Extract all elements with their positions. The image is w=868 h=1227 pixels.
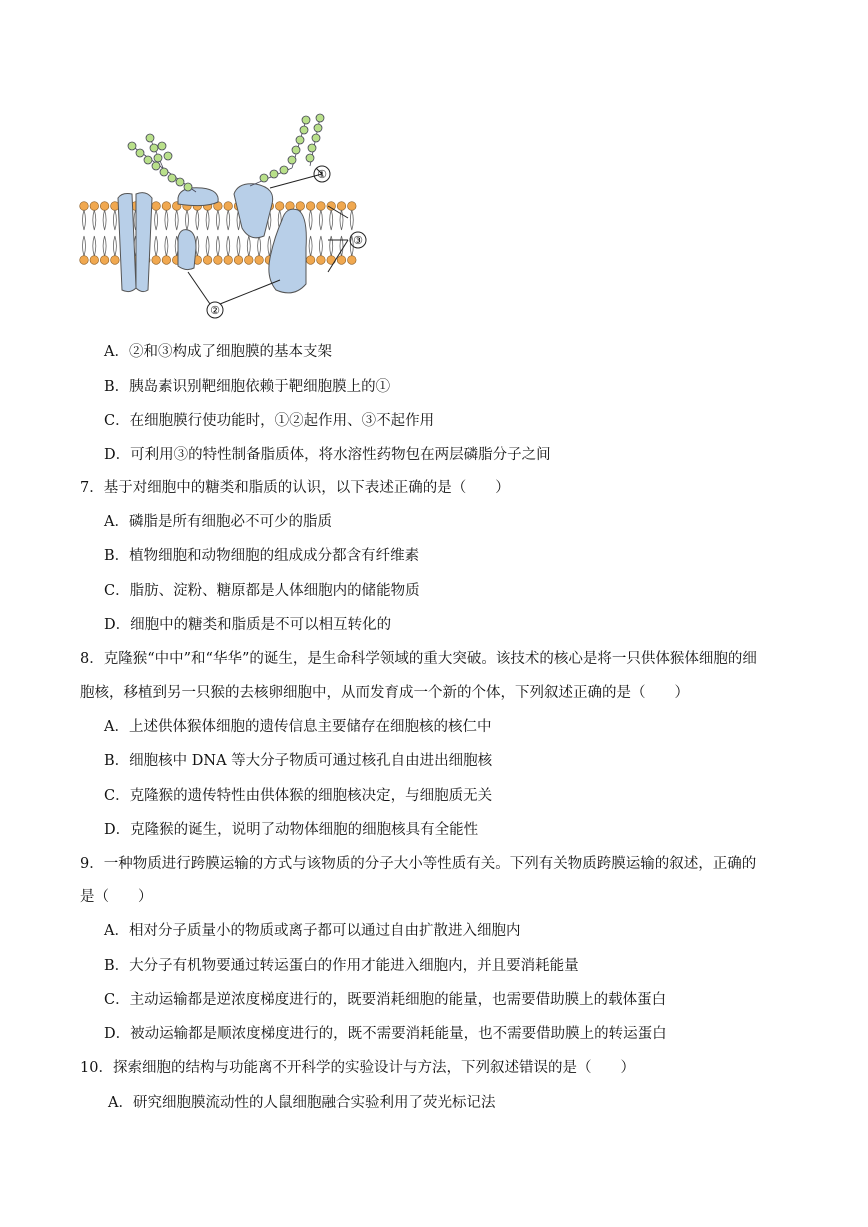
lipid-tail-upper bbox=[319, 210, 322, 230]
lipid-head bbox=[162, 202, 171, 211]
q8-stem-line1: 8．克隆猴“中中”和“华华”的诞生，是生命科学领域的重大突破。该技术的核心是将一只供体猴体细胞的细 bbox=[80, 651, 757, 667]
q7-option-b: B．植物细胞和动物细胞的组成成分都含有纤维素 bbox=[104, 548, 420, 564]
q6-option-d: D．可利用③的特性制备脂质体，将水溶性药物包在两层磷脂分子之间 bbox=[104, 447, 551, 463]
q8-stem-line2: 胞核，移植到另一只猴的去核卵细胞中，从而发育成一个新的个体，下列叙述正确的是（ ） bbox=[80, 685, 689, 701]
lipid-tail-lower bbox=[330, 236, 333, 256]
inner-protein-small bbox=[178, 230, 196, 270]
q8-option-d: D．克隆猴的诞生，说明了动物体细胞的细胞核具有全能性 bbox=[104, 822, 479, 838]
transmembrane-protein-large bbox=[269, 209, 306, 293]
lipid-tail-lower bbox=[155, 236, 158, 256]
channel-protein-right bbox=[136, 193, 152, 292]
lipid-tail-upper bbox=[83, 210, 86, 230]
lipid-head bbox=[275, 202, 284, 211]
q6-option-b: B．胰岛素识别靶细胞依赖于靶细胞膜上的① bbox=[104, 379, 391, 395]
lipid-head bbox=[245, 256, 254, 265]
q6-option-a: A．②和③构成了细胞膜的基本支架 bbox=[104, 344, 332, 360]
lipid-tail-lower bbox=[227, 236, 230, 256]
lipid-tail-upper bbox=[350, 210, 353, 230]
lipid-tail-upper bbox=[155, 210, 158, 230]
lipid-tail-lower bbox=[309, 236, 312, 256]
q7-option-a: A．磷脂是所有细胞必不可少的脂质 bbox=[104, 514, 332, 530]
q9-option-b: B．大分子有机物要通过转运蛋白的作用才能进入细胞内，并且要消耗能量 bbox=[104, 958, 579, 974]
lipid-head bbox=[90, 202, 99, 211]
q8-option-b: B．细胞核中 DNA 等大分子物质可通过核孔自由进出细胞核 bbox=[104, 753, 493, 769]
cell-membrane-diagram bbox=[70, 108, 400, 330]
lipid-head bbox=[296, 202, 305, 211]
lipid-head bbox=[80, 256, 89, 265]
lipid-tail-lower bbox=[206, 236, 209, 256]
lipid-head bbox=[306, 256, 315, 265]
q9-option-c: C．主动运输都是逆浓度梯度进行的，既要消耗细胞的能量，也需要借助膜上的载体蛋白 bbox=[104, 992, 667, 1008]
lipid-tail-lower bbox=[216, 236, 219, 256]
lipid-tail-upper bbox=[216, 210, 219, 230]
lipid-tail-upper bbox=[186, 210, 189, 230]
surface-protein-large bbox=[234, 184, 273, 238]
lipid-tail-lower bbox=[83, 236, 86, 256]
lipid-tail-upper bbox=[175, 210, 178, 230]
lipid-tail-upper bbox=[206, 210, 209, 230]
q8-option-c: C．克隆猴的遗传特性由供体猴的细胞核决定，与细胞质无关 bbox=[104, 788, 493, 804]
lipid-head bbox=[80, 202, 89, 211]
lipid-head bbox=[100, 256, 109, 265]
lipid-tail-upper bbox=[103, 210, 106, 230]
label-2: ② bbox=[210, 304, 220, 317]
q10-option-a: A．研究细胞膜流动性的人鼠细胞融合实验利用了荧光标记法 bbox=[108, 1095, 496, 1111]
lipid-head bbox=[337, 202, 346, 211]
q8-option-a: A．上述供体猴体细胞的遗传信息主要储存在细胞核的核仁中 bbox=[104, 719, 492, 735]
sugar-chains bbox=[128, 114, 324, 192]
lipid-head bbox=[224, 256, 233, 265]
q10-stem: 10．探索细胞的结构与功能离不开科学的实验设计与方法，下列叙述错误的是（ ） bbox=[80, 1060, 635, 1076]
surface-protein-small bbox=[178, 188, 218, 206]
lipid-head bbox=[348, 256, 357, 265]
lipid-head bbox=[348, 202, 357, 211]
q7-stem: 7．基于对细胞中的糖类和脂质的认识，以下表述正确的是（ ） bbox=[80, 480, 510, 496]
q6-option-c: C．在细胞膜行使功能时，①②起作用、③不起作用 bbox=[104, 413, 435, 429]
lipid-head bbox=[234, 256, 243, 265]
lipid-tail-lower bbox=[113, 236, 116, 256]
q7-option-c: C．脂肪、淀粉、糖原都是人体细胞内的储能物质 bbox=[104, 583, 420, 599]
lipid-tail-upper bbox=[330, 210, 333, 230]
lipid-tail-lower bbox=[165, 236, 168, 256]
label-3: ③ bbox=[353, 234, 363, 247]
lipid-head bbox=[337, 256, 346, 265]
lipid-tail-lower bbox=[237, 236, 240, 256]
lipid-head bbox=[317, 202, 326, 211]
lipid-head bbox=[327, 256, 336, 265]
q9-stem-line2: 是（ ） bbox=[80, 889, 153, 905]
lipid-head bbox=[255, 256, 264, 265]
lipid-head bbox=[317, 256, 326, 265]
lipid-tail-upper bbox=[196, 210, 199, 230]
lipid-head bbox=[224, 202, 233, 211]
q9-option-a: A．相对分子质量小的物质或离子都可以通过自由扩散进入细胞内 bbox=[104, 923, 521, 939]
lipid-head bbox=[306, 202, 315, 211]
lipid-head bbox=[203, 256, 212, 265]
label-1: ① bbox=[317, 168, 327, 181]
lipid-tail-upper bbox=[309, 210, 312, 230]
lipid-tail-upper bbox=[113, 210, 116, 230]
q9-stem-line1: 9．一种物质进行跨膜运输的方式与该物质的分子大小等性质有关。下列有关物质跨膜运输的叙述，正确的 bbox=[80, 856, 757, 872]
lipid-head bbox=[152, 202, 161, 211]
lipid-tail-lower bbox=[247, 236, 250, 256]
lipid-tail-upper bbox=[93, 210, 96, 230]
lipid-head bbox=[214, 256, 223, 265]
lipid-head bbox=[152, 256, 161, 265]
lipid-tail-lower bbox=[319, 236, 322, 256]
lipid-tail-upper bbox=[227, 210, 230, 230]
lipid-head bbox=[100, 202, 109, 211]
lipid-tail-lower bbox=[93, 236, 96, 256]
q7-option-d: D．细胞中的糖类和脂质是不可以相互转化的 bbox=[104, 617, 392, 633]
lipid-head bbox=[111, 256, 120, 265]
lipid-tail-lower bbox=[268, 236, 271, 256]
lipid-tail-lower bbox=[103, 236, 106, 256]
lipid-tail-upper bbox=[165, 210, 168, 230]
lipid-tail-lower bbox=[258, 236, 261, 256]
lipid-head bbox=[90, 256, 99, 265]
lipid-head bbox=[162, 256, 171, 265]
q9-option-d: D．被动运输都是顺浓度梯度进行的，既不需要消耗能量，也不需要借助膜上的转运蛋白 bbox=[104, 1026, 667, 1042]
